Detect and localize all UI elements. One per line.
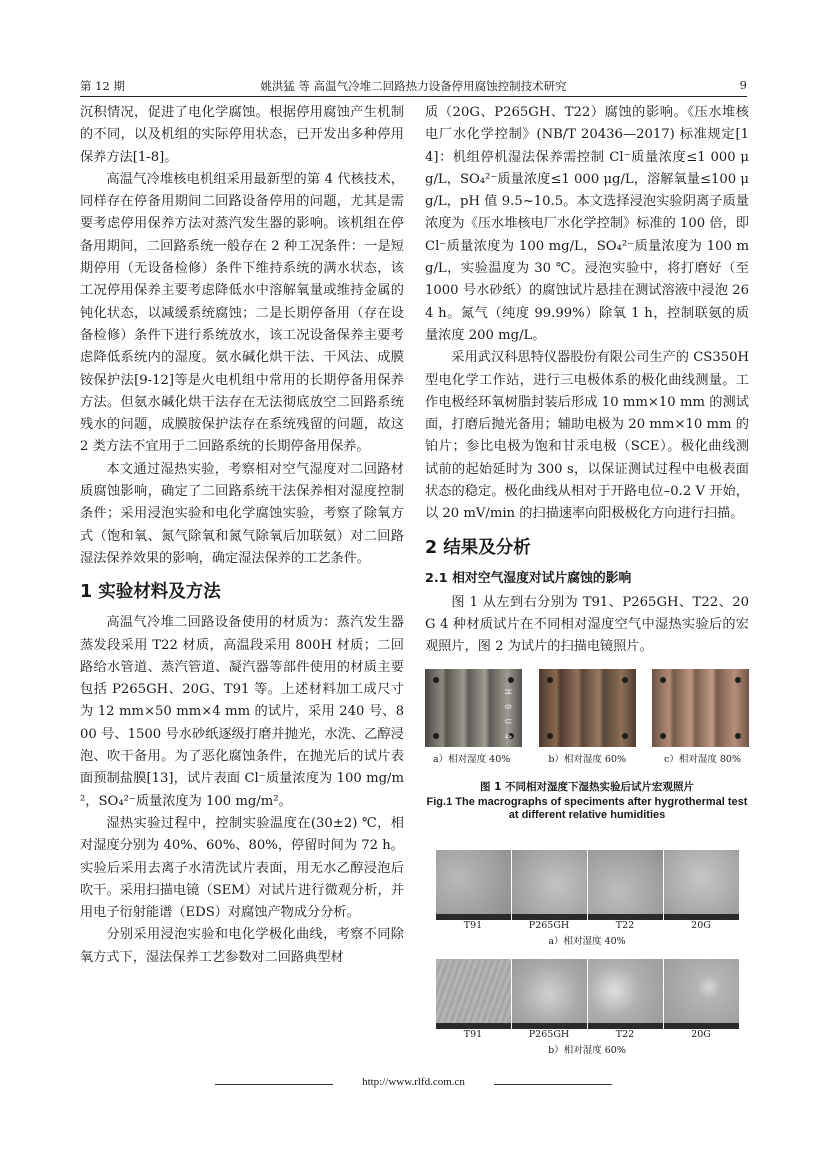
paragraph: 湿热实验过程中，控制实验温度在(30±2) ℃，相对湿度分别为 40%、60%、80%，停留时间为 72 h。实验后采用去离子水清洗试片表面，用无水乙醇浸泡后吹干。采用扫描电镜（SEM）对试片进行微观分析，并用电子衍射能谱（EDS）对腐蚀产物成分分析。 (80, 815, 404, 921)
figure-1 (425, 669, 749, 822)
figure-caption-zh: 图 1 不同相对湿度下湿热实验后试片宏观照片 (479, 780, 695, 793)
sem-image (512, 959, 587, 1029)
left-column (80, 102, 404, 969)
hole-mark (622, 733, 628, 739)
hole-mark (660, 733, 666, 739)
sem-image (588, 850, 663, 920)
sem-image (664, 959, 739, 1029)
paragraph: 本文通过湿热实验，考察相对空气湿度对二回路材质腐蚀影响，确定了二回路系统干法保养相对湿度控制条件；采用浸泡实验和电化学腐蚀实验，考察了除氧方式（饱和氧、氮气除氧和氮气除氧后加联氨）对二回路湿法保养效果的影响，确定湿法保养的工艺条件。 (80, 461, 404, 566)
macro-photo-40 (425, 669, 522, 747)
specimen-stamp: H 0 U 4 (502, 688, 512, 741)
running-title: 姚洪猛 等 高温气冷堆二回路热力设备停用腐蚀控制技术研究 (260, 79, 567, 93)
hole-mark (735, 733, 741, 739)
figure-1-photos (425, 669, 749, 747)
sem-label: P265GH (528, 1028, 570, 1040)
sem-image (436, 850, 511, 920)
sem-label: 20G (691, 919, 711, 931)
sem-row-40 (425, 850, 749, 920)
figure-caption-en: Fig.1 The macrographs of speciments after hygrothermal test at different relative humidities (426, 795, 748, 821)
sem-label: T91 (463, 919, 483, 931)
figure-2 (425, 850, 749, 1056)
footer-rule (494, 1084, 612, 1085)
sem-labels (425, 1029, 749, 1040)
paragraph: 高温气冷堆二回路设备使用的材质为：蒸汽发生器蒸发段采用 T22 材质，高温段采用 800H 材质；二回路给水管道、蒸汽管道、凝汽器等部件使用的材质主要包括 P265GH、20G、T91 等。上述材料加工成尺寸为 12 mm×50 mm×4 mm 的试片，采用 240 号、800 号、1500 号水砂纸逐级打磨并抛光，水洗、乙醇浸泡、吹干备用。为了恶化腐蚀条件，在抛光后的试片表面预制盐膜[13]，试片表面 Cl⁻质量浓度为 100 mg/m²，SO₄²⁻质量浓度为 100 mg/m²。 (80, 615, 404, 809)
paragraph: 分别采用浸泡实验和电化学极化曲线，考察不同除氧方式下，湿法保养工艺参数对二回路典型材 (80, 927, 404, 965)
subfigure-label: c）相对湿度 80% (664, 753, 741, 765)
page-footer (80, 1076, 747, 1096)
sem-label: T22 (615, 1028, 635, 1040)
sem-image (588, 959, 663, 1029)
hole-mark (433, 733, 439, 739)
hole-mark (622, 677, 628, 683)
hole-mark (433, 677, 439, 683)
sem-label: T22 (615, 919, 635, 931)
header-rule (80, 96, 747, 97)
sem-info-bar (436, 1023, 511, 1029)
right-column (425, 102, 749, 1056)
running-header (80, 76, 747, 96)
journal-url-link[interactable]: http://www.rlfd.com.cn (362, 1076, 465, 1088)
paragraph: 高温气冷堆核电机组采用最新型的第 4 代核技术，同样存在停备用期间二回路设备停用的问题，尤其是需要考虑停用保养方法对蒸汽发生器的影响。该机组在停备用期间，二回路系统一般存在 2 种工况条件：一是短期停用（无设备检修）条件下维持系统的满水状态，该工况停用保养主要考虑降低水中溶解氧量或维持金属的钝化状态，以减缓系统腐蚀；二是长期停备用（存在设备检修）条件下进行系统放水，该工况设备保养主要考虑降低系统内的湿度。氨水碱化烘干法、干风法、成膜铵保护法[9-12]等是火电机组中常用的长期停备用保养方法。但氨水碱化烘干法存在无法彻底放空二回路系统残水的问题，成膜胺保护法存在系统残留的问题，故这 2 类方法不宜用于二回路系统的长期停备用保养。 (80, 171, 404, 455)
sem-info-bar (436, 914, 511, 920)
hole-mark (735, 677, 741, 683)
hole-mark (547, 733, 553, 739)
subfigure-label: b）相对湿度 60% (548, 1044, 626, 1056)
paragraph: 沉积情况，促进了电化学腐蚀。根据停用腐蚀产生机制的不同，以及机组的实际停用状态，已开发出多种停用保养方法[1-8]。 (80, 105, 404, 165)
issue-number: 第 12 期 (80, 79, 125, 93)
subsection-heading: 2.1 相对空气湿度对试片腐蚀的影响 (425, 570, 632, 586)
hole-mark (547, 677, 553, 683)
figure-1-sublabels (425, 751, 749, 765)
sem-labels (425, 920, 749, 931)
section-heading: 1 实验材料及方法 (80, 582, 221, 603)
paragraph: 质（20G、P265GH、T22）腐蚀的影响。《压水堆核电厂水化学控制》(NB/T 20436—2017) 标准规定[14]：机组停机湿法保养需控制 Cl⁻质量浓度≤1 000 μg/L，SO₄²⁻质量浓度≤1 000 μg/L，溶解氧量≤100 μg/L，pH 值 9.5~10.5。本文选择浸泡实验阴离子质量浓度为《压水堆核电厂水化学控制》标准的 100 倍，即 Cl⁻质量浓度为 100 mg/L，SO₄²⁻质量浓度为 100 mg/L，实验温度为 30 ℃。浸泡实验中，将打磨好（至 1000 号水砂纸）的腐蚀试片悬挂在测试溶液中浸泡 264 h。氮气（纯度 99.99%）除氧 1 h，控制联氨的质量浓度 200 mg/L。 (425, 105, 749, 343)
sem-info-bar (664, 914, 739, 920)
sem-image (436, 959, 511, 1029)
hole-mark (660, 677, 666, 683)
sem-info-bar (588, 1023, 663, 1029)
hole-mark (508, 677, 514, 683)
sem-label: 20G (691, 1028, 711, 1040)
sem-info-bar (512, 914, 587, 920)
subfigure-label: a）相对湿度 40% (433, 753, 511, 765)
sem-label: P265GH (528, 919, 570, 931)
paragraph: 采用武汉科思特仪器股份有限公司生产的 CS350H 型电化学工作站，进行三电极体系的极化曲线测量。工作电极经环氧树脂封装后形成 10 mm×10 mm 的测试面，打磨后抛光备用；辅助电极为 20 mm×10 mm 的铂片；参比电极为饱和甘汞电极（SCE）。极化曲线测试前的起始延时为 300 s，以保证测试过程中电极表面状态的稳定。极化曲线从相对于开路电位–0.2 V 开始，以 20 mV/min 的扫描速率向阳极极化方向进行扫描。 (425, 350, 749, 522)
page-number: 9 (739, 78, 747, 92)
subfigure-label: b）相对湿度 60% (548, 753, 627, 765)
sem-row-60 (425, 959, 749, 1029)
sem-image (512, 850, 587, 920)
sem-label: T91 (463, 1028, 483, 1040)
sem-info-bar (512, 1023, 587, 1029)
sem-info-bar (664, 1023, 739, 1029)
sem-image (664, 850, 739, 920)
subfigure-label: a）相对湿度 40% (548, 935, 626, 947)
sem-info-bar (588, 914, 663, 920)
paragraph: 图 1 从左到右分别为 T91、P265GH、T22、20G 4 种材质试片在不同相对湿度空气中湿热实验后的宏观照片，图 2 为试片的扫描电镜照片。 (425, 594, 749, 655)
macro-photo-80 (652, 669, 749, 747)
macro-photo-60 (539, 669, 636, 747)
section-heading: 2 结果及分析 (425, 537, 531, 558)
